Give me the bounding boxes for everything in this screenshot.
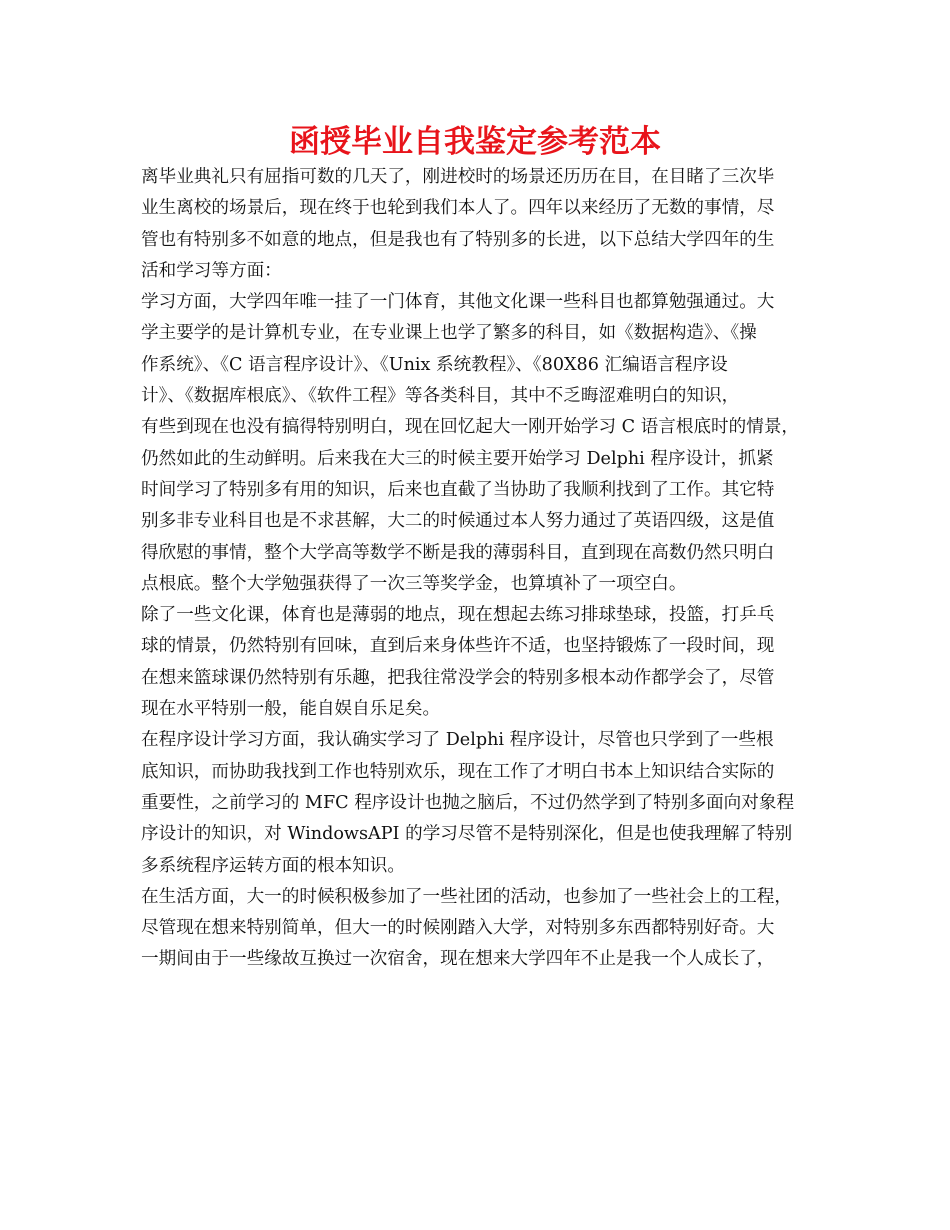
text-line: 一期间由于一些缘故互换过一次宿舍，现在想来大学四年不止是我一个人成长了，	[141, 949, 775, 970]
text-line: 管也有特别多不如意的地点，但是我也有了特别多的长进，以下总结大学四年的生	[141, 229, 775, 250]
text-line: 学习方面，大学四年唯一挂了一门体育，其他文化课一些科目也都算勉强通过。大	[141, 292, 775, 313]
text-line: 离毕业典礼只有屈指可数的几天了，刚进校时的场景还历历在目，在目睹了三次毕	[141, 167, 775, 187]
document-body	[141, 162, 817, 976]
text-line: 在程序设计学习方面，我认确实学习了 Delphi 程序设计，尽管也只学到了一些根	[141, 730, 774, 751]
text-line: 底知识，而协助我找到工作也特别欢乐，现在工作了才明白书本上知识结合实际的	[141, 761, 775, 782]
text-line: 在生活方面，大一的时候积极参加了一些社团的活动，也参加了一些社会上的工程，	[141, 886, 792, 907]
document-title: 函授毕业自我鉴定参考范本	[289, 124, 661, 160]
text-line: 计》、《数据库根底》、《软件工程》等各类科目，其中不乏晦涩难明白的知识，	[141, 386, 740, 407]
text-line: 重要性，之前学习的 MFC 程序设计也抛之脑后，不过仍然学到了特别多面向对象程	[141, 792, 795, 813]
text-line: 在想来篮球课仍然特别有乐趣，把我往常没学会的特别多根本动作都学会了，尽管	[141, 667, 775, 688]
text-line: 别多非专业科目也是不求甚解，大二的时候通过本人努力通过了英语四级，这是值	[141, 511, 775, 532]
text-line: 时间学习了特别多有用的知识，后来也直截了当协助了我顺利找到了工作。其它特	[141, 479, 775, 500]
text-line: 现在水平特别一般，能自娱自乐足矣。	[141, 699, 441, 720]
text-line: 球的情景，仍然特别有回味，直到后来身体些许不适，也坚持锻炼了一段时间，现	[141, 636, 775, 657]
text-line: 多系统程序运转方面的根本知识。	[141, 855, 405, 876]
text-line: 序设计的知识，对 WindowsAPI 的学习尽管不是特别深化，但是也使我理解了特别	[141, 824, 793, 845]
text-line: 有些到现在也没有搞得特别明白，现在回忆起大一刚开始学习 C 语言根底时的情景，	[141, 417, 800, 438]
text-line: 活和学习等方面：	[141, 260, 282, 281]
text-line: 除了一些文化课，体育也是薄弱的地点，现在想起去练习排球垫球，投篮，打乒乓	[141, 605, 775, 626]
text-line: 作系统》、《C 语言程序设计》、《Unix 系统教程》、《80X86 汇编语言程序设	[141, 354, 728, 375]
text-line: 得欣慰的事情，整个大学高等数学不断是我的薄弱科目，直到现在高数仍然只明白	[141, 542, 775, 563]
text-line: 尽管现在想来特别简单，但大一的时候刚踏入大学，对特别多东西都特别好奇。大	[141, 918, 775, 939]
text-line: 业生离校的场景后，现在终于也轮到我们本人了。四年以来经历了无数的事情，尽	[141, 198, 775, 219]
text-line: 仍然如此的生动鲜明。后来我在大三的时候主要开始学习 Delphi 程序设计，抓紧	[141, 448, 774, 469]
text-line: 点根底。整个大学勉强获得了一次三等奖学金，也算填补了一项空白。	[141, 573, 687, 594]
text-line: 学主要学的是计算机专业，在专业课上也学了繁多的科目，如《数据构造》、《操	[141, 323, 757, 344]
